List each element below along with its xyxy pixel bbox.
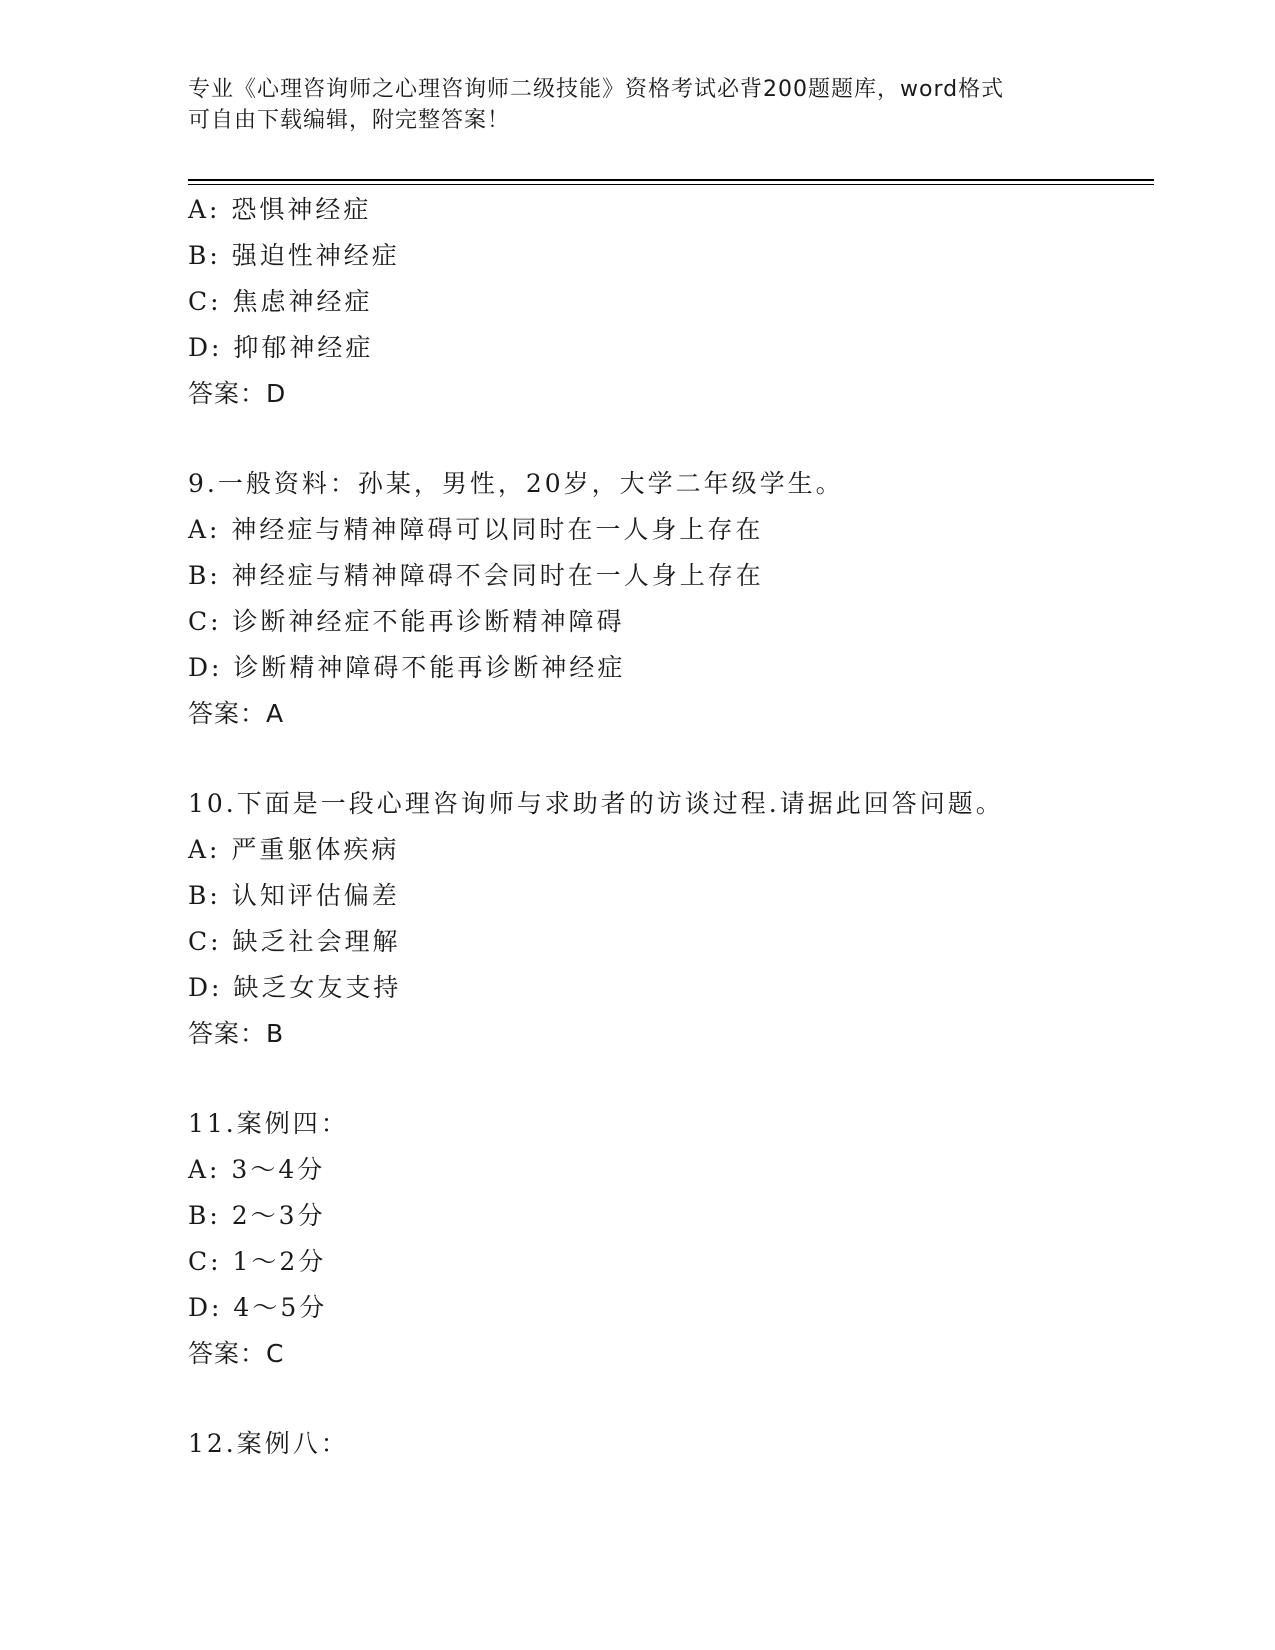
option-c: C: 诊断神经症不能再诊断精神障碍 (188, 607, 625, 636)
header-rule-bottom (188, 184, 1154, 185)
answer-line: 答案：B (188, 1019, 285, 1048)
option-c: C: 缺乏社会理解 (188, 927, 401, 956)
option-a: A: 神经症与精神障碍可以同时在一人身上存在 (188, 515, 764, 544)
document-header (188, 74, 1088, 136)
option-b: B: 神经症与精神障碍不会同时在一人身上存在 (188, 561, 764, 590)
option-d: D: 4～5分 (188, 1293, 328, 1322)
question-list (188, 187, 1148, 1467)
answer-line: 答案：A (188, 699, 285, 728)
option-c: C: 1～2分 (188, 1247, 327, 1276)
answer-line: 答案：C (188, 1339, 285, 1368)
header-line-2: 可自由下载编辑，附完整答案！ (188, 108, 511, 133)
option-d: D: 抑郁神经症 (188, 333, 374, 362)
option-d: D: 缺乏女友支持 (188, 973, 402, 1002)
question-stem: 10.下面是一段心理咨询师与求助者的访谈过程.请据此回答问题。 (188, 789, 1004, 818)
option-d: D: 诊断精神障碍不能再诊断神经症 (188, 653, 626, 682)
answer-line: 答案：D (188, 379, 287, 408)
option-a: A: 恐惧神经症 (188, 195, 372, 224)
option-c: C: 焦虑神经症 (188, 287, 373, 316)
question-stem: 9.一般资料：孙某，男性，20岁，大学二年级学生。 (188, 469, 844, 498)
question-stem: 11.案例四： (188, 1109, 349, 1138)
option-a: A: 严重躯体疾病 (188, 835, 400, 864)
option-a: A: 3～4分 (188, 1155, 326, 1184)
option-b: B: 2～3分 (188, 1201, 326, 1230)
question-stem: 12.案例八： (188, 1429, 349, 1458)
option-b: B: 强迫性神经症 (188, 241, 400, 270)
header-line-1: 专业《心理咨询师之心理咨询师二级技能》资格考试必背200题题库，word格式 (188, 77, 1005, 102)
header-rule-top (188, 179, 1154, 181)
option-b: B: 认知评估偏差 (188, 881, 400, 910)
